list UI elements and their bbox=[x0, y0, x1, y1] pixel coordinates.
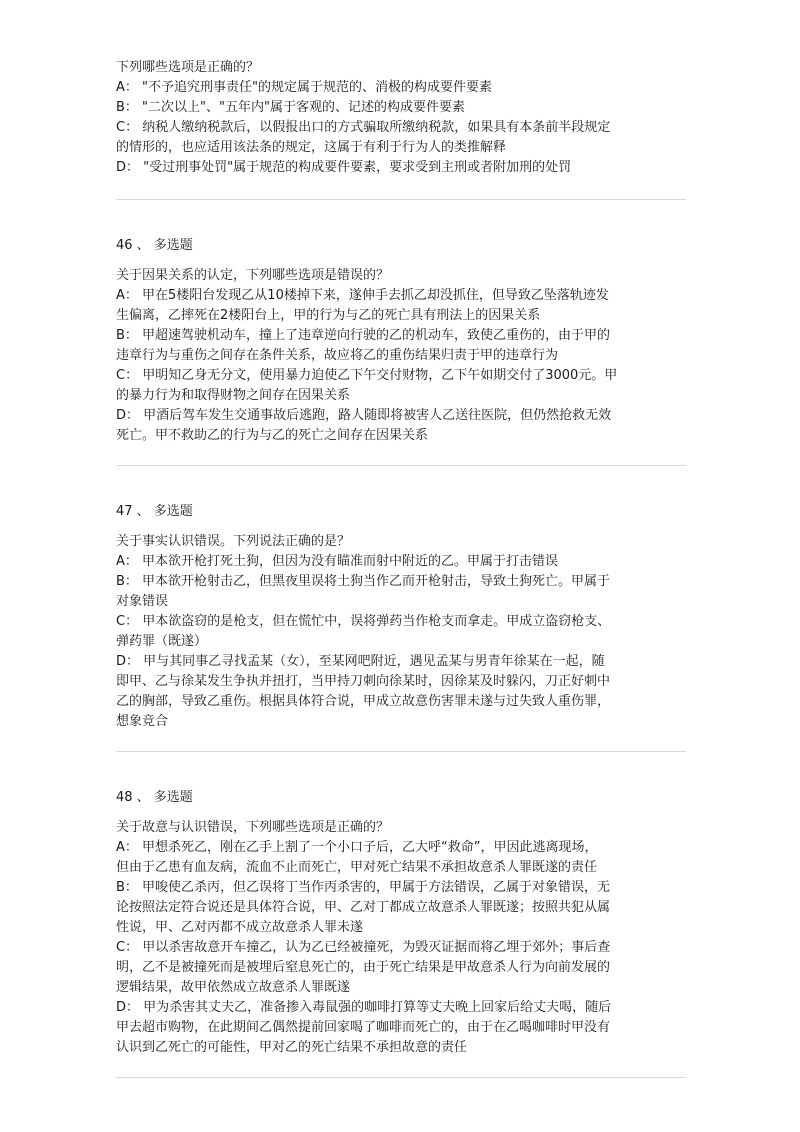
question-47-option-d-cont: 即甲、乙与徐某发生争执并扭打，当甲持刀刺向徐某时，因徐某及时躲闪，刀正好刺中 bbox=[116, 674, 611, 689]
question-48-option-c: C： 甲以杀害故意开车撞乙，认为乙已经被撞死，为毁灭证据而将乙埋于郊外；事后查 bbox=[116, 940, 611, 955]
question-47-option-c: C： 甲本欲盗窃的是枪支，但在慌忙中，误将弹药当作枪支而拿走。甲成立盗窃枪支、 bbox=[116, 614, 611, 629]
question-46-option-d-cont: 死亡。甲不救助乙的行为与乙的死亡之间存在因果关系 bbox=[116, 428, 429, 443]
question-46-option-c-cont: 的暴力行为和取得财物之间存在因果关系 bbox=[116, 388, 351, 403]
divider bbox=[116, 199, 686, 200]
question-48-header: 48 、 多选题 bbox=[116, 790, 193, 805]
question-45-option-b: B： "二次以上"、"五年内"属于客观的、记述的构成要件要素 bbox=[116, 100, 465, 115]
document-page bbox=[116, 58, 686, 1078]
question-48-option-a: A： 甲想杀死乙，刚在乙手上割了一个小口子后，乙大呼“救命”，甲因此逃离现场， bbox=[116, 840, 598, 855]
question-48-option-a-cont: 但由于乙患有血友病，流血不止而死亡，甲对死亡结果不承担故意杀人罪既遂的责任 bbox=[116, 860, 598, 875]
question-45-option-c-cont: 的情形的，也应适用该法条的规定，这属于有利于行为人的类推解释 bbox=[116, 140, 507, 155]
question-48-block bbox=[116, 788, 686, 1058]
question-46-header: 46 、 多选题 bbox=[116, 238, 193, 253]
question-47-option-d-cont: 乙的胸部，导致乙重伤。根据具体符合说，甲成立故意伤害罪未遂与过失致人重伤罪， bbox=[116, 694, 611, 709]
question-46-option-a: A： 甲在5楼阳台发现乙从10楼掉下来，遂伸手去抓乙却没抓住，但导致乙坠落轨迹发 bbox=[116, 288, 609, 303]
question-48-stem: 关于故意与认识错误，下列哪些选项是正确的？ bbox=[116, 820, 390, 835]
question-48-option-d: D： 甲为杀害其丈夫乙，准备掺入毒鼠强的咖啡打算等丈夫晚上回家后给丈夫喝，随后 bbox=[116, 1000, 612, 1015]
question-45-stem: 下列哪些选项是正确的？ bbox=[116, 60, 260, 75]
divider bbox=[116, 751, 686, 752]
question-45-option-c: C： 纳税人缴纳税款后，以假报出口的方式骗取所缴纳税款，如果具有本条前半段规定 bbox=[116, 120, 611, 135]
question-47-stem: 关于事实认识错误。下列说法正确的是？ bbox=[116, 534, 351, 549]
question-47-option-b: B： 甲本欲开枪射击乙，但黑夜里误将土狗当作乙而开枪射击，导致土狗死亡。甲属于 bbox=[116, 574, 611, 589]
question-46-option-b-cont: 违章行为与重伤之间存在条件关系，故应将乙的重伤结果归责于甲的违章行为 bbox=[116, 348, 559, 363]
question-47-option-c-cont: 弹药罪（既遂） bbox=[116, 634, 208, 649]
question-48-option-c-cont: 逻辑结果，故甲依然成立故意杀人罪既遂 bbox=[116, 980, 351, 995]
question-48-option-b: B： 甲唆使乙杀丙，但乙误将丁当作丙杀害的，甲属于方法错误，乙属于对象错误，无 bbox=[116, 880, 611, 895]
question-47-block bbox=[116, 502, 686, 732]
question-48-option-c-cont: 明，乙不是被撞死而是被埋后窒息死亡的，由于死亡结果是甲故意杀人行为向前发展的 bbox=[116, 960, 611, 975]
question-46-option-a-cont: 生偏离，乙摔死在2楼阳台上，甲的行为与乙的死亡具有刑法上的因果关系 bbox=[116, 308, 541, 323]
question-48-option-d-cont: 甲去超市购物，在此期间乙偶然提前回家喝了咖啡而死亡的，由于在乙喝咖啡时甲没有 bbox=[116, 1020, 611, 1035]
question-48-option-d-cont: 认识到乙死亡的可能性，甲对乙的死亡结果不承担故意的责任 bbox=[116, 1040, 468, 1055]
question-47-option-a: A： 甲本欲开枪打死土狗，但因为没有瞄准而射中附近的乙。甲属于打击错误 bbox=[116, 554, 559, 569]
divider bbox=[116, 465, 686, 466]
question-45-option-a: A： "不予追究刑事责任"的规定属于规范的、消极的构成要件要素 bbox=[116, 80, 492, 95]
question-46-stem: 关于因果关系的认定，下列哪些选项是错误的？ bbox=[116, 268, 390, 283]
question-46-option-d: D： 甲酒后驾车发生交通事故后逃跑，路人随即将被害人乙送往医院，但仍然抢救无效 bbox=[116, 408, 612, 423]
divider bbox=[116, 1077, 686, 1078]
question-48-option-b-cont: 论按照法定符合说还是具体符合说，甲、乙对丁都成立故意杀人罪既遂；按照共犯从属 bbox=[116, 900, 611, 915]
question-47-option-b-cont: 对象错误 bbox=[116, 594, 169, 609]
question-46-block bbox=[116, 236, 686, 446]
question-45-option-d: D： "受过刑事处罚"属于规范的构成要件要素，要求受到主刑或者附加刑的处罚 bbox=[116, 160, 572, 175]
question-47-header: 47 、 多选题 bbox=[116, 504, 193, 519]
question-46-option-c: C： 甲明知乙身无分文，使用暴力迫使乙下午交付财物，乙下午如期交付了3000元。甲 bbox=[116, 368, 618, 383]
question-45-block bbox=[116, 58, 686, 178]
question-47-option-d-cont: 想象竞合 bbox=[116, 714, 169, 729]
question-47-option-d: D： 甲与其同事乙寻找孟某（女），至某网吧附近，遇见孟某与男青年徐某在一起，随 bbox=[116, 654, 605, 669]
question-48-option-b-cont: 性说，甲、乙对丙都不成立故意杀人罪未遂 bbox=[116, 920, 364, 935]
question-46-option-b: B： 甲超速驾驶机动车，撞上了违章逆向行驶的乙的机动车，致使乙重伤的，由于甲的 bbox=[116, 328, 611, 343]
